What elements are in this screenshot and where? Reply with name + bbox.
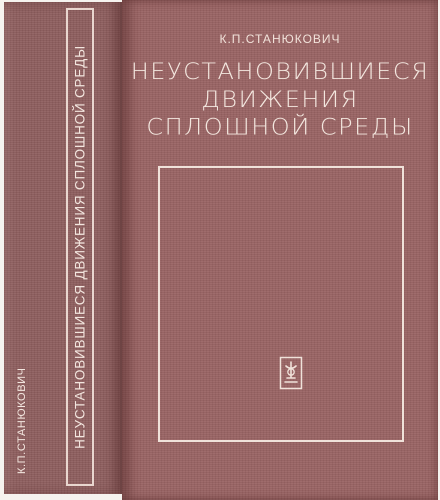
title-line-3: СПЛОШНОЙ СРЕДЫ [146, 114, 414, 140]
cover-title [122, 58, 438, 141]
spine-frame [66, 8, 94, 486]
title-line-1: НЕУСТАНОВИВШИЕСЯ [130, 58, 430, 85]
spine-title: НЕУСТАНОВИВШИЕСЯ ДВИЖЕНИЯ СПЛОШНОЙ СРЕДЫ [72, 45, 88, 449]
spine-author: К.П.СТАНЮКОВИЧ [16, 367, 28, 474]
title-line-2: ДВИЖЕНИЯ [201, 86, 359, 113]
cover-panel-frame [158, 166, 404, 442]
book-spine [4, 2, 122, 494]
book-cover [122, 0, 438, 500]
publisher-logo-icon [279, 356, 303, 390]
cover-author: К.П.СТАНЮКОВИЧ [219, 32, 341, 46]
